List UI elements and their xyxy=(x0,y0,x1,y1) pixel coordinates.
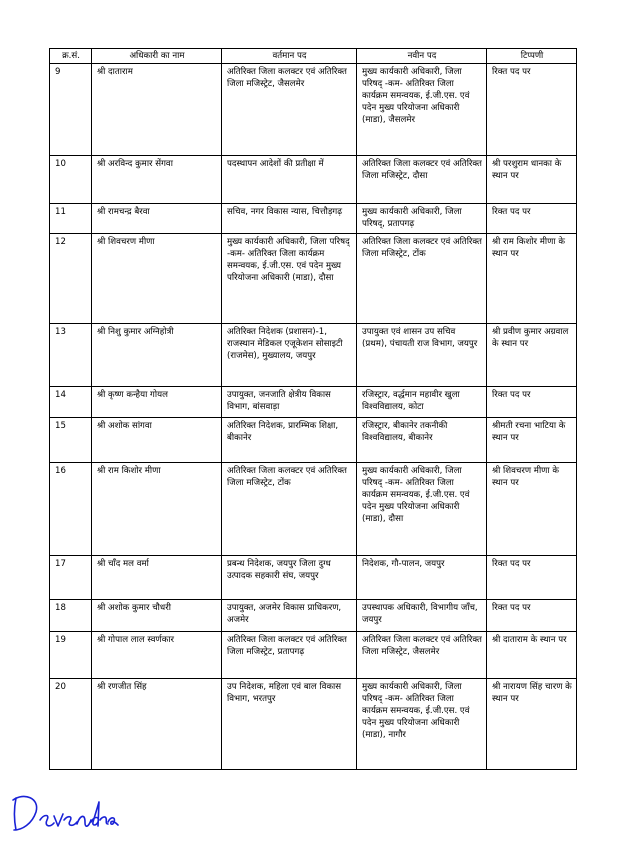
current-post: अतिरिक्त निदेशक, प्रारम्भिक शिक्षा, बीकानेर xyxy=(222,418,357,463)
serial-no: 19 xyxy=(50,632,92,679)
remark: श्री दाताराम के स्थान पर xyxy=(487,632,577,679)
remark: श्री राम किशोर मीणा के स्थान पर xyxy=(487,234,577,324)
new-post: मुख्य कार्यकारी अधिकारी, जिला परिषद्, प्रतापगढ़ xyxy=(357,204,487,234)
table-row xyxy=(50,204,577,234)
table-row xyxy=(50,418,577,463)
officer-name: श्री राम किशोर मीणा xyxy=(92,463,222,556)
serial-no: 17 xyxy=(50,556,92,600)
new-post: उपायुक्त एवं शासन उप सचिव (प्रथम), पंचायती राज विभाग, जयपुर xyxy=(357,324,487,387)
table-row xyxy=(50,600,577,632)
current-post: पदस्थापन आदेशों की प्रतीक्षा में xyxy=(222,156,357,204)
new-post: अतिरिक्त जिला कलक्टर एवं अतिरिक्त जिला मजिस्ट्रेट, टोंक xyxy=(357,234,487,324)
new-post: अतिरिक्त जिला कलक्टर एवं अतिरिक्त जिला मजिस्ट्रेट, दौसा xyxy=(357,156,487,204)
table-row xyxy=(50,156,577,204)
current-post: प्रबन्ध निदेशक, जयपुर जिला दुग्ध उत्पादक सहकारी संघ, जयपुर xyxy=(222,556,357,600)
new-post: उपस्थापक अधिकारी, विभागीय जाँच, जयपुर xyxy=(357,600,487,632)
current-post: उप निदेशक, महिला एवं बाल विकास विभाग, भरतपुर xyxy=(222,679,357,770)
table-row xyxy=(50,632,577,679)
transfer-orders-table xyxy=(49,48,577,770)
table-row xyxy=(50,387,577,418)
serial-no: 10 xyxy=(50,156,92,204)
officer-name: श्री रणजीत सिंह xyxy=(92,679,222,770)
officer-name: श्री अरविन्द कुमार सेंगवा xyxy=(92,156,222,204)
remark: रिक्त पद पर xyxy=(487,600,577,632)
table-row xyxy=(50,234,577,324)
serial-no: 15 xyxy=(50,418,92,463)
remark: रिक्त पद पर xyxy=(487,387,577,418)
officer-name: श्री अशोक कुमार चौधरी xyxy=(92,600,222,632)
new-post: मुख्य कार्यकारी अधिकारी, जिला परिषद् -कम- अतिरिक्त जिला कार्यक्रम समन्वयक, ई.जी.एस. एवं पदेन मुख्य परियोजना अधिकारी (माडा), नागौर xyxy=(357,679,487,770)
current-post: सचिव, नगर विकास न्यास, चित्तौड़गढ़ xyxy=(222,204,357,234)
table-row xyxy=(50,324,577,387)
officer-name: श्री चाँद मल वर्मा xyxy=(92,556,222,600)
serial-no: 13 xyxy=(50,324,92,387)
header-officer-name: अधिकारी का नाम xyxy=(92,49,222,64)
serial-no: 20 xyxy=(50,679,92,770)
officer-name: श्री निशु कुमार अग्निहोत्री xyxy=(92,324,222,387)
new-post: रजिस्ट्रार, बीकानेर तकनीकी विश्वविद्यालय, बीकानेर xyxy=(357,418,487,463)
handwritten-signature xyxy=(10,790,120,838)
serial-no: 18 xyxy=(50,600,92,632)
remark: श्री परशुराम धानका के स्थान पर xyxy=(487,156,577,204)
remark: रिक्त पद पर xyxy=(487,64,577,156)
remark: श्री नारायण सिंह चारण के स्थान पर xyxy=(487,679,577,770)
header-current-post: वर्तमान पद xyxy=(222,49,357,64)
new-post: रजिस्ट्रार, वर्द्धमान महावीर खुला विश्वविद्यालय, कोटा xyxy=(357,387,487,418)
serial-no: 14 xyxy=(50,387,92,418)
serial-no: 16 xyxy=(50,463,92,556)
new-post: निदेशक, गौ-पालन, जयपुर xyxy=(357,556,487,600)
serial-no: 12 xyxy=(50,234,92,324)
new-post: अतिरिक्त जिला कलक्टर एवं अतिरिक्त जिला मजिस्ट्रेट, जैसलमेर xyxy=(357,632,487,679)
remark: श्रीमती रचना भाटिया के स्थान पर xyxy=(487,418,577,463)
officer-name: श्री अशोक सांगवा xyxy=(92,418,222,463)
officer-name: श्री दाताराम xyxy=(92,64,222,156)
officer-name: श्री कृष्ण कन्हैया गोयल xyxy=(92,387,222,418)
remark: रिक्त पद पर xyxy=(487,204,577,234)
current-post: मुख्य कार्यकारी अधिकारी, जिला परिषद् -कम- अतिरिक्त जिला कार्यक्रम समन्वयक, ई.जी.एस. एवं पदेन मुख्य परियोजना अधिकारी (माडा), दौसा xyxy=(222,234,357,324)
header-serial-no: क्र.सं. xyxy=(50,49,92,64)
current-post: उपायुक्त, जनजाति क्षेत्रीय विकास विभाग, बांसवाड़ा xyxy=(222,387,357,418)
remark: श्री शिवचरण मीणा के स्थान पर xyxy=(487,463,577,556)
table-row xyxy=(50,463,577,556)
serial-no: 11 xyxy=(50,204,92,234)
current-post: अतिरिक्त जिला कलक्टर एवं अतिरिक्त जिला मजिस्ट्रेट, टोंक xyxy=(222,463,357,556)
remark: रिक्त पद पर xyxy=(487,556,577,600)
serial-no: 9 xyxy=(50,64,92,156)
table-row xyxy=(50,556,577,600)
current-post: उपायुक्त, अजमेर विकास प्राधिकरण, अजमेर xyxy=(222,600,357,632)
new-post: मुख्य कार्यकारी अधिकारी, जिला परिषद् -कम- अतिरिक्त जिला कार्यक्रम समन्वयक, ई.जी.एस. एवं पदेन मुख्य परियोजना अधिकारी (माडा), दौसा xyxy=(357,463,487,556)
current-post: अतिरिक्त जिला कलक्टर एवं अतिरिक्त जिला मजिस्ट्रेट, जैसलमेर xyxy=(222,64,357,156)
table-row xyxy=(50,64,577,156)
officer-name: श्री गोपाल लाल स्वर्णकार xyxy=(92,632,222,679)
table-row xyxy=(50,679,577,770)
current-post: अतिरिक्त निदेशक (प्रशासन)-1, राजस्थान मेडिकल एजूकेशन सोसाइटी (राजमेस), मुख्यालय, जयपुर xyxy=(222,324,357,387)
header-remark: टिप्पणी xyxy=(487,49,577,64)
officer-name: श्री शिवचरण मीणा xyxy=(92,234,222,324)
officer-name: श्री रामचन्द्र बैरवा xyxy=(92,204,222,234)
remark: श्री प्रवीण कुमार अग्रवाल के स्थान पर xyxy=(487,324,577,387)
header-new-post: नवीन पद xyxy=(357,49,487,64)
current-post: अतिरिक्त जिला कलक्टर एवं अतिरिक्त जिला मजिस्ट्रेट, प्रतापगढ़ xyxy=(222,632,357,679)
new-post: मुख्य कार्यकारी अधिकारी, जिला परिषद् -कम- अतिरिक्त जिला कार्यक्रम समन्वयक, ई.जी.एस. एवं पदेन मुख्य परियोजना अधिकारी (माडा), जैसलमेर xyxy=(357,64,487,156)
table-header-row xyxy=(50,49,577,64)
